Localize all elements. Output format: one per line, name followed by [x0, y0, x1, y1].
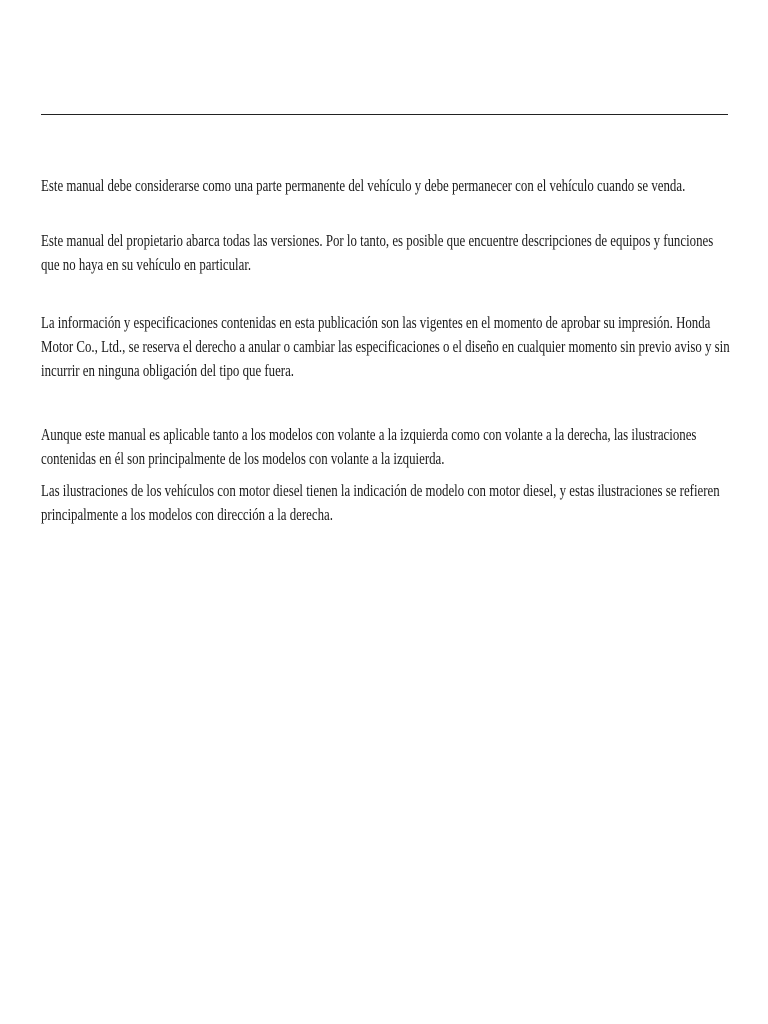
paragraph-permanent-part: Este manual debe considerarse como una parte permanente del vehículo y debe permanecer con el vehículo cuando se venda. [41, 176, 686, 195]
paragraph-steering-models: Aunque este manual es aplicable tanto a los modelos con volante a la izquierda como con volante a la derecha, las ilustraciones contenidas en él son principalmente de los modelos con volante a la izquierda. [41, 425, 697, 468]
top-divider [41, 114, 728, 115]
paragraph-diesel-illustrations: Las ilustraciones de los vehículos con motor diesel tienen la indicación de modelo con motor diesel, y estas ilustraciones se refieren principalmente a los modelos con dirección a la derecha. [41, 481, 720, 524]
paragraph-all-versions: Este manual del propietario abarca todas las versiones. Por lo tanto, es posible que encuentre descripciones de equipos y funciones que no haya en su vehículo en particular. [41, 231, 714, 274]
paragraph-specifications: La información y especificaciones contenidas en esta publicación son las vigentes en el momento de aprobar su impresión. Honda Motor Co., Ltd., se reserva el derecho a anular o cambiar las especificaciones o el diseño en cualquier momento sin previo aviso y sin incurrir en ninguna obligación del tipo que fuera. [41, 313, 730, 380]
